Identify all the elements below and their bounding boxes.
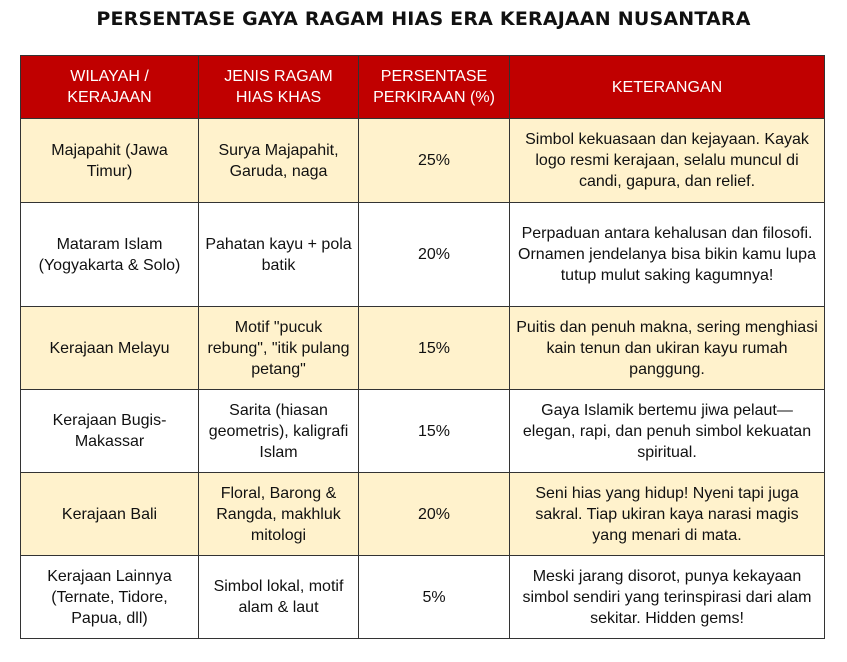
- table-row: [21, 307, 825, 390]
- table-row: [21, 390, 825, 473]
- table-row: [21, 119, 825, 203]
- cell-keterangan: Simbol kekuasaan dan kejayaan. Kayak logo resmi kerajaan, selalu muncul di candi, gapura, dan relief.: [510, 119, 825, 203]
- cell-jenis: Surya Majapahit, Garuda, naga: [199, 119, 359, 203]
- cell-persentase: 5%: [359, 556, 510, 639]
- cell-wilayah: Mataram Islam (Yogyakarta & Solo): [21, 203, 199, 307]
- cell-wilayah: Kerajaan Bali: [21, 473, 199, 556]
- cell-jenis: Simbol lokal, motif alam & laut: [199, 556, 359, 639]
- cell-jenis: Motif "pucuk rebung", "itik pulang petang": [199, 307, 359, 390]
- cell-persentase: 25%: [359, 119, 510, 203]
- cell-jenis: Floral, Barong & Rangda, makhluk mitologi: [199, 473, 359, 556]
- cell-persentase: 20%: [359, 473, 510, 556]
- cell-wilayah: Kerajaan Bugis-Makassar: [21, 390, 199, 473]
- cell-keterangan: Gaya Islamik bertemu jiwa pelaut—elegan, rapi, dan penuh simbol kekuatan spiritual.: [510, 390, 825, 473]
- cell-keterangan: Seni hias yang hidup! Nyeni tapi juga sakral. Tiap ukiran kaya narasi magis yang menari di mata.: [510, 473, 825, 556]
- cell-keterangan: Puitis dan penuh makna, sering menghiasi kain tenun dan ukiran kayu rumah panggung.: [510, 307, 825, 390]
- cell-wilayah: Majapahit (Jawa Timur): [21, 119, 199, 203]
- table-row: [21, 473, 825, 556]
- table-header-row: [21, 56, 825, 119]
- table-row: [21, 556, 825, 639]
- cell-keterangan: Meski jarang disorot, punya kekayaan simbol sendiri yang terinspirasi dari alam sekitar. Hidden gems!: [510, 556, 825, 639]
- cell-keterangan: Perpaduan antara kehalusan dan filosofi. Ornamen jendelanya bisa bikin kamu lupa tutup mulut saking kagumnya!: [510, 203, 825, 307]
- cell-wilayah: Kerajaan Lainnya (Ternate, Tidore, Papua, dll): [21, 556, 199, 639]
- header-keterangan: KETERANGAN: [510, 56, 825, 119]
- cell-wilayah: Kerajaan Melayu: [21, 307, 199, 390]
- cell-jenis: Sarita (hiasan geometris), kaligrafi Islam: [199, 390, 359, 473]
- header-persentase: PERSENTASE PERKIRAAN (%): [359, 56, 510, 119]
- table-row: [21, 203, 825, 307]
- header-jenis: JENIS RAGAM HIAS KHAS: [199, 56, 359, 119]
- cell-persentase: 20%: [359, 203, 510, 307]
- header-wilayah: WILAYAH / KERAJAAN: [21, 56, 199, 119]
- cell-jenis: Pahatan kayu + pola batik: [199, 203, 359, 307]
- ornament-percentage-table: [20, 55, 825, 639]
- page-title: PERSENTASE GAYA RAGAM HIAS ERA KERAJAAN NUSANTARA: [96, 8, 751, 30]
- cell-persentase: 15%: [359, 390, 510, 473]
- cell-persentase: 15%: [359, 307, 510, 390]
